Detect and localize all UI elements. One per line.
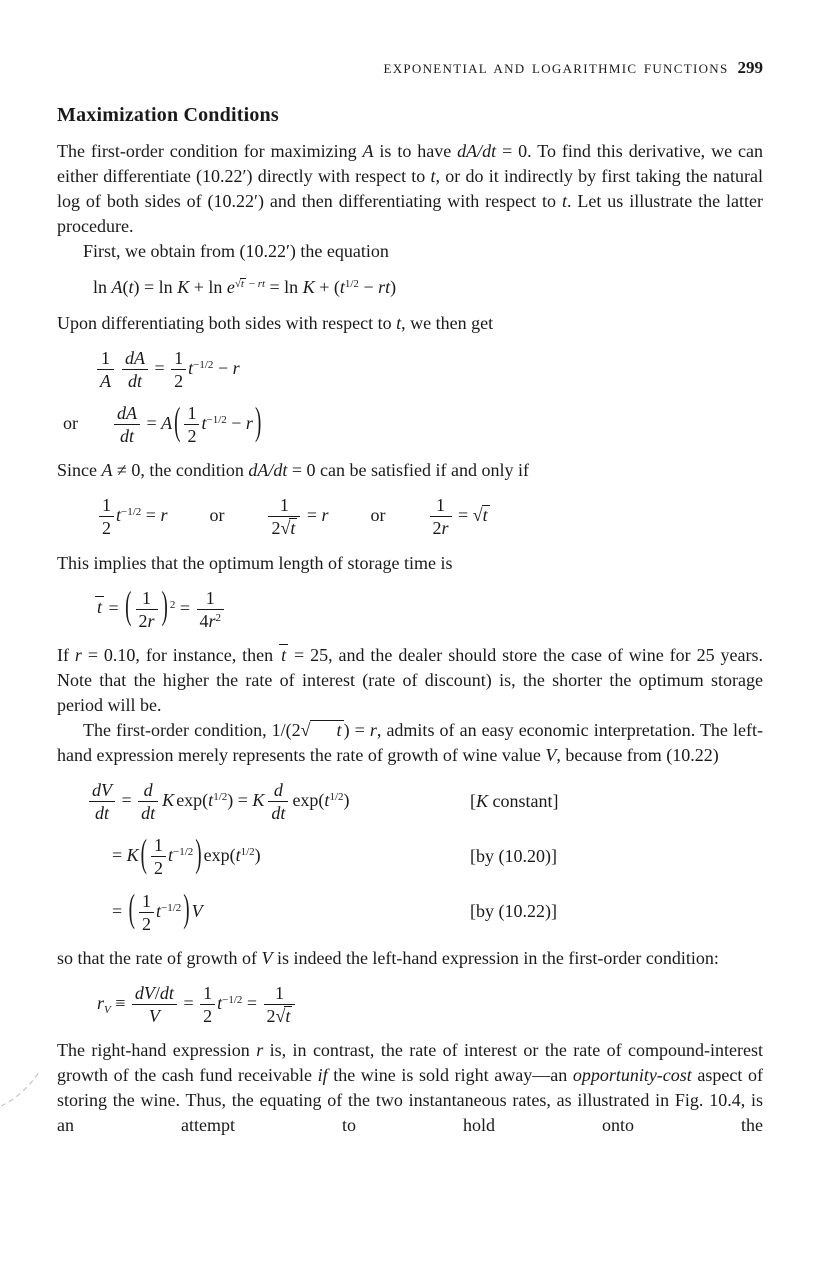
equation-note [470,901,557,923]
denominator [136,609,158,631]
denominator [430,516,452,538]
numerator [97,348,114,369]
text-run: + ( [314,277,340,298]
text-run: [by (10.22)] [470,901,557,922]
paragraph [57,551,763,576]
text-run: = [150,357,170,378]
text-run: = 0 can be satisfied if and only if [287,460,529,481]
math-variable: t [240,278,244,291]
numerator [430,495,452,516]
text-run: 2 [141,913,151,934]
paragraph [57,946,763,971]
text-run: is, in contrast, the rate of interest or the rate of compound-interest growth of the cash fund receivable [57,1040,763,1086]
equation [93,276,763,299]
text-run: 1 [154,835,163,856]
overbar [279,644,288,665]
equation-body [112,832,261,879]
math-variable: dV [134,982,155,1003]
text-run: If [57,644,75,665]
equation-body [95,585,226,631]
text-run: ≡ [110,992,130,1013]
math-variable: dt [94,803,109,824]
text-blocks [57,139,763,1138]
text-run: The right-hand expression [57,1040,257,1061]
math-variable: if [317,1065,328,1086]
numerator [268,780,288,801]
page-number: 299 [737,58,763,77]
text-run: = [141,505,161,526]
fraction [171,348,186,391]
math-variable: K [302,277,315,298]
math-variable: t [235,845,241,866]
math-variable: t [116,505,122,526]
denominator [171,369,186,391]
text-run: 1 [142,587,151,608]
numerator [184,403,199,424]
text-run: 1 [436,495,446,516]
text-run: = [302,505,322,526]
left-paren: ( [174,400,181,444]
math-variable: d [143,779,153,800]
text-run: ) [343,789,350,810]
numerator [151,835,166,856]
superscript [345,278,359,290]
radical-sign-icon: √ [234,278,241,291]
denominator [114,424,140,446]
text-run: ) = [227,789,253,810]
text-run: Since [57,460,102,481]
text-run: 1/2 [240,846,255,859]
math-variable: K [177,277,190,298]
fraction [268,780,288,823]
text-run: = 0.10, for instance, then [81,644,280,665]
fraction [97,348,114,391]
equation [97,495,763,538]
text-run: = [112,900,127,921]
math-variable: r [97,992,105,1013]
numerator [122,348,148,369]
equation [97,983,763,1026]
denominator [200,1004,215,1026]
denominator [97,369,114,391]
text-run: − [213,357,233,378]
section-heading: Maximization Conditions [57,104,279,126]
math-variable: dt [119,426,134,447]
equation-body [112,888,203,934]
text-run: = ln [265,277,303,298]
radical [276,1006,293,1026]
text-run: . Let us illustrate the latter procedure. [57,191,763,236]
right-paren: ) [161,585,168,629]
denominator [151,856,166,878]
math-variable: V [191,900,203,921]
math-variable: opportunity-cost [572,1065,692,1086]
math-variable: dt [127,370,142,391]
text-run: ≠ 0, the condition [112,460,249,481]
text-run: so that the rate of growth of [57,947,262,968]
text-run: 2 [187,426,197,447]
math-variable: t [217,992,223,1013]
math-variable: t [339,277,345,298]
numerator [200,983,215,1004]
text-run: , because from (10.22) [556,744,719,765]
math-variable: t [188,357,194,378]
numerator [171,348,186,369]
denominator [264,1004,296,1026]
fraction [122,348,148,391]
text-run: The first-order condition for maximizing [57,141,363,161]
equation [95,348,763,391]
text-run: [ [470,790,476,811]
math-variable: r [232,357,240,378]
numerator [114,403,140,424]
superscript [121,506,141,518]
text-run: −1/2 [193,358,214,371]
text-run: 1 [279,495,289,516]
denominator [184,424,199,446]
equation-body [93,277,396,299]
text-run: −1/2 [173,846,194,859]
fraction [99,495,114,538]
text-run: 4 [199,610,209,631]
numerator [132,983,177,1004]
math-variable: K [162,789,175,810]
math-variable: t [97,597,103,618]
text-run: First, we obtain from (10.22′) the equation [83,241,389,261]
right-paren: ) [183,888,190,932]
text-run: = [175,597,195,618]
paragraph [57,643,763,718]
numerator [136,588,158,609]
text-run: 1/2 [329,790,344,803]
numerator [268,495,300,516]
equation [95,585,763,631]
denominator [268,801,288,823]
text-run: 1 [141,890,151,911]
text-run: ) [390,277,397,298]
paragraph [57,458,763,483]
overbar [95,596,104,617]
fraction [264,983,296,1026]
math-variable: r [441,518,449,539]
denominator [122,369,148,391]
paragraph [57,718,763,768]
fraction [89,780,115,823]
math-variable: A [362,141,374,161]
math-variable: A [100,370,111,391]
text-run: the wine is sold right away—an [327,1065,573,1086]
math-variable: dt [159,982,174,1003]
text-run: or [209,505,225,526]
math-variable: r [74,644,82,665]
text-run: , we then get [401,312,494,333]
text-run: 2 [138,610,148,631]
superscript [235,278,265,290]
radical-sign-icon: √ [275,1006,286,1027]
text-run: , admits of an easy economic interpretation. The left-hand expression merely represents the rate of growth of wine value [57,719,763,765]
equation-body [97,983,297,1026]
math-variable: t [561,191,567,211]
math-variable: t [128,277,134,298]
text-run: 2 [102,518,111,539]
radicand [284,1006,292,1026]
text-run: 2 [266,1006,276,1027]
text-run: = 25, and the dealer should store the case of wine for 25 years. Note that the higher the rate of interest (rate of discount) is, the shorter the optimum storage period will be. [57,644,763,715]
text-run: This implies that the optimum length of storage time is [57,552,453,573]
radicand [289,518,297,538]
equation-body [95,348,240,391]
paragraph [57,239,763,264]
left-paren: ( [125,585,132,629]
text-run: constant] [488,790,559,811]
text-run: = [112,845,127,866]
fraction [139,891,154,934]
equation [112,832,763,879]
text-run: ( [122,277,129,298]
text-run: 1/2 [213,790,228,803]
denominator [139,912,154,934]
fraction [114,403,140,446]
math-variable: r [160,505,168,526]
text-run: exp( [203,845,236,866]
pencil-mark [0,1062,60,1112]
superscript [216,612,222,624]
fraction [184,403,199,446]
math-variable: dA/dt [457,141,497,161]
text-run: + ln [189,277,227,298]
math-variable: t [290,518,296,539]
math-variable: dA [117,402,137,423]
math-variable: A [161,412,173,433]
math-variable: r [321,505,329,526]
right-paren: ) [254,400,262,444]
text-run: Upon differentiating both sides with respect to [57,312,397,333]
math-variable: r [208,610,216,631]
text-run: [by (10.20)] [470,846,557,867]
math-variable: K [476,790,489,811]
fraction [132,983,177,1026]
denominator [268,516,300,538]
math-variable: t [201,412,207,433]
text-run: = [117,789,137,810]
denominator [132,1004,177,1026]
fraction [151,835,166,878]
text-run: − [226,412,246,433]
paragraph [57,139,763,239]
math-variable: V [261,947,273,968]
right-paren: ) [195,832,202,877]
numerator [89,780,115,801]
text-run: 2 [215,611,222,624]
fraction [197,588,225,631]
math-variable: V [104,1003,111,1016]
math-variable: r [369,719,377,740]
math-variable: K [126,845,139,866]
math-variable: t [168,845,174,866]
denominator [89,801,115,823]
text-run: ) = ln [133,277,178,298]
radical-sign-icon: √ [280,518,291,539]
text-run: 1 [102,495,111,516]
text-run: ln [93,277,112,298]
text-run: aspect of storing the wine. Thus, the equating of the two instantaneous rates, as illustrated in Fig. 10.4, is an attempt to hold onto the [57,1065,763,1136]
fraction [430,495,452,538]
text-run: 2 [154,858,163,879]
fraction [136,588,158,631]
subscript [104,1004,111,1016]
text-run: 2 [169,598,176,611]
fraction [138,780,158,823]
math-variable: K [252,789,265,810]
superscript [329,791,343,803]
radical [301,720,344,740]
text-run: is to have [373,141,458,161]
text-run: / [154,982,160,1003]
text-run: exp( [176,789,209,810]
superscript [161,901,181,913]
text-run: ) = [343,719,370,740]
text-run: = [142,412,162,433]
equation-lead: or [63,412,78,433]
text-run: − [245,278,258,291]
math-variable: t [208,789,214,810]
math-variable: dt [271,803,286,824]
math-variable: V [545,744,557,765]
text-run: −1/2 [161,901,182,914]
denominator [138,801,158,823]
equation [112,888,763,934]
text-run: −1/2 [121,506,142,519]
text-run: or [370,505,386,526]
text-run: = [104,597,124,618]
numerator [197,588,225,609]
equation-body [97,495,490,538]
equation-body [112,400,263,447]
text-run: , or do it indirectly by first taking the natural log of both sides of (10.22′) and then differentiating with respect to [57,166,763,211]
text-run: 1 [187,402,197,423]
math-variable: t [281,644,287,665]
text-run: is indeed the left-hand expression in the first-order condition: [272,947,719,968]
page-header [57,58,763,78]
radicand [482,505,490,525]
text-run: exp( [292,789,325,810]
text-run: = 0. To find this derivative, we can either differentiate (10.22′) directly with respect to [57,141,763,186]
text-run: 2 [174,370,184,391]
math-variable: t [285,1006,291,1027]
math-variable: rt [257,278,266,291]
math-variable: t [155,900,161,921]
math-variable: t [396,312,402,333]
text-run: 1/2 [344,278,359,291]
radical-sign-icon: √ [472,505,483,526]
numerator [138,780,158,801]
page-content [57,58,763,1138]
denominator [99,516,114,538]
equation [63,400,763,447]
math-variable: r [256,1040,264,1061]
running-title: EXPONENTIAL AND LOGARITHMIC FUNCTIONS [383,61,729,76]
text-run: 1 [101,347,110,368]
math-variable: r [245,412,253,433]
text-run: The first-order condition, 1/(2 [83,719,301,740]
superscript [222,994,242,1006]
math-variable: r [147,610,155,631]
superscript [241,846,255,858]
text-run: = [242,992,262,1013]
radical [280,518,297,538]
text-run: −1/2 [206,413,227,426]
math-variable: V [148,1006,160,1027]
math-variable: A [111,277,123,298]
text-run: 2 [203,1006,213,1027]
math-variable: e [226,277,235,298]
math-variable: rt [378,277,391,298]
denominator [197,609,225,631]
equation-note [470,846,557,868]
text-run: 2 [271,518,281,539]
superscript [207,414,227,426]
math-variable: dA/dt [248,460,288,481]
text-run: 1 [205,587,215,608]
paragraph [57,311,763,336]
text-run: = [178,992,199,1013]
text-run: 1 [203,982,213,1003]
equation [87,780,763,823]
radical [235,278,246,290]
text-run: = [453,505,473,526]
left-paren: ( [140,832,147,877]
text-run: 2 [432,518,442,539]
text-run: 1 [274,982,284,1003]
numerator [139,891,154,912]
fraction [200,983,215,1026]
superscript [213,791,227,803]
superscript [173,846,193,858]
radical [473,505,490,525]
paragraph [57,1038,763,1138]
math-variable: t [430,166,436,186]
math-variable: dt [141,803,156,824]
math-variable: d [273,779,283,800]
text-run: − [358,277,379,298]
equation-body [87,780,350,823]
math-variable: A [101,460,113,481]
radicand [310,720,344,740]
math-variable: t [324,789,330,810]
equation-note [470,791,559,813]
math-variable: dV [92,779,112,800]
text-run: 1 [174,347,184,368]
left-paren: ( [128,888,135,932]
fraction [268,495,300,538]
math-variable: t [482,505,488,526]
superscript [193,358,213,370]
radical-sign-icon: √ [300,719,311,740]
math-variable: dA [125,347,145,368]
numerator [264,983,296,1004]
text-run: −1/2 [222,993,243,1006]
text-run: ) [254,845,261,866]
numerator [99,495,114,516]
math-variable: t [336,719,342,740]
